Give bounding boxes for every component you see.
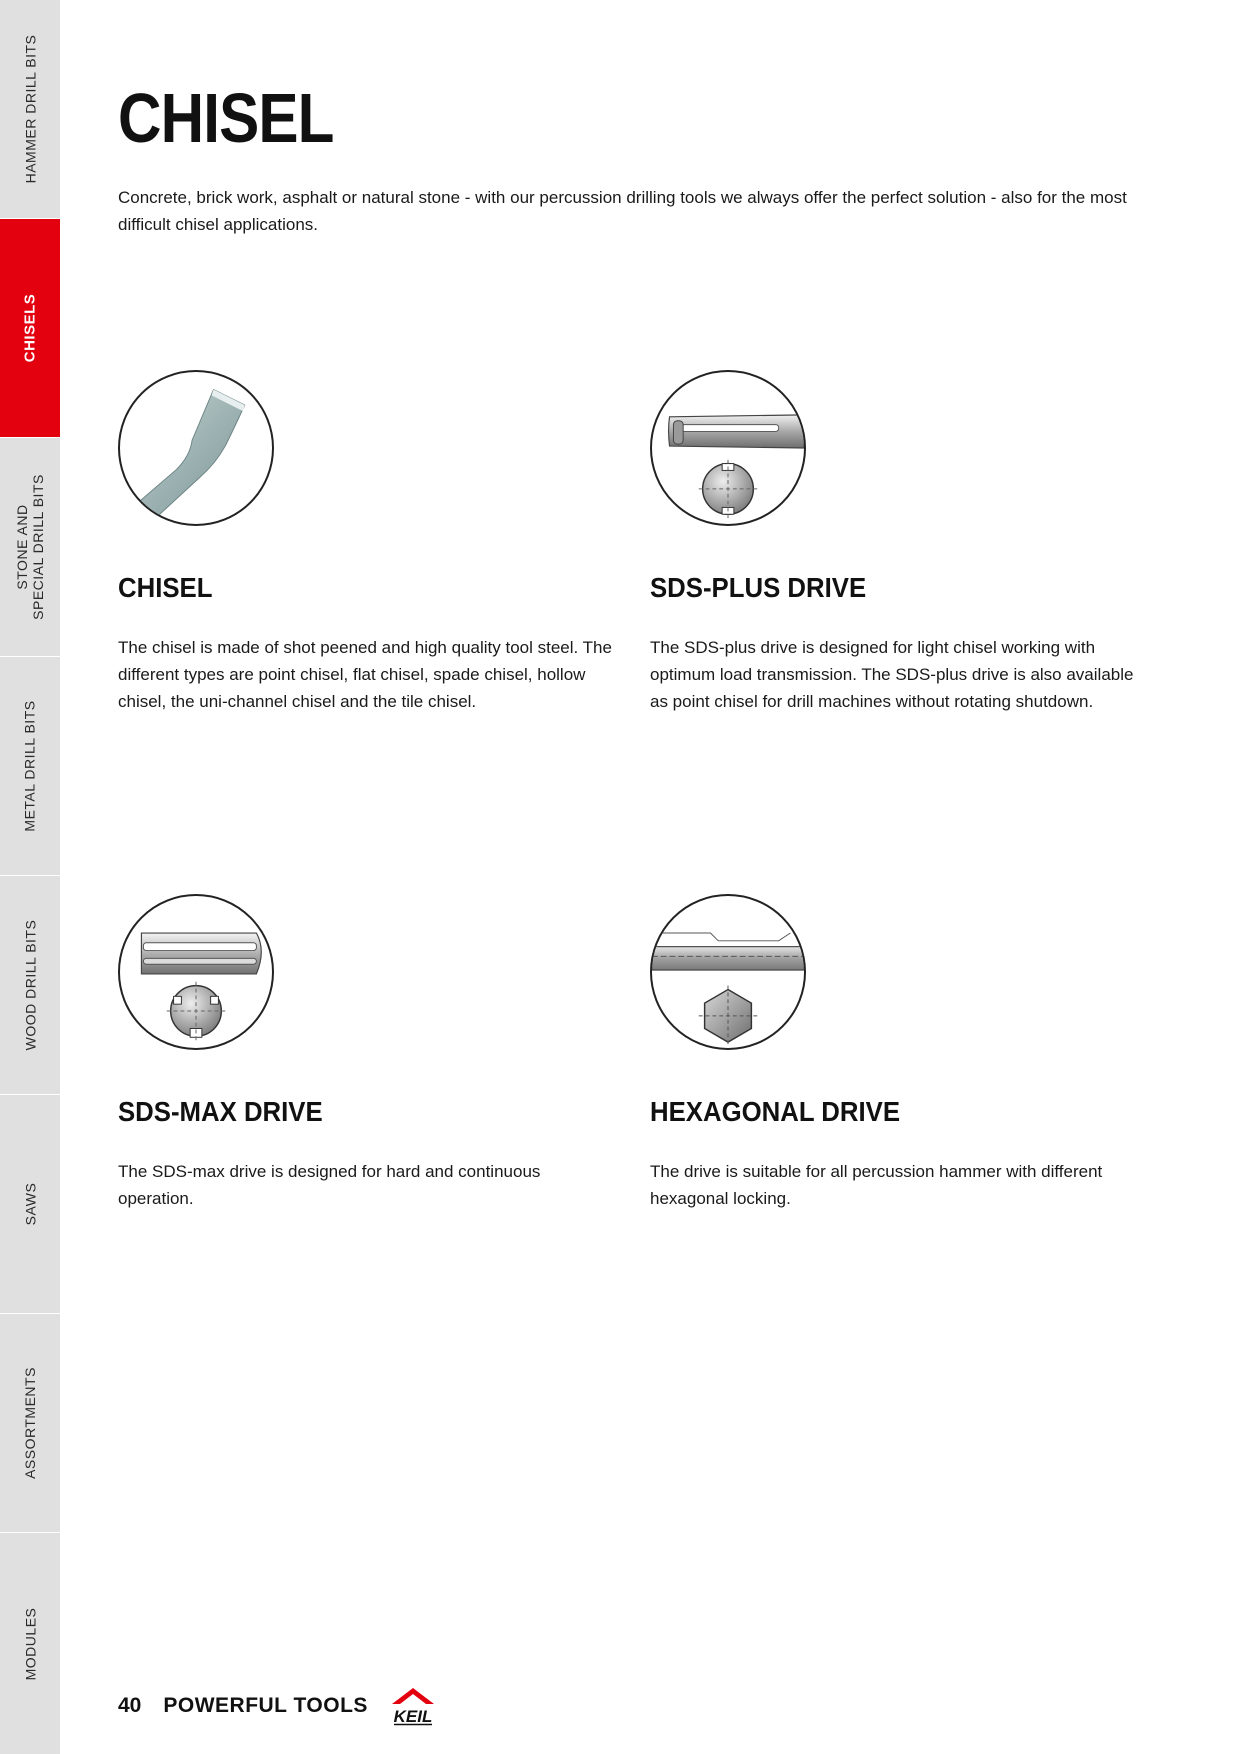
page-title: CHISEL: [118, 79, 334, 157]
card-chisel: [118, 370, 618, 715]
hexagonal-shank-icon: [650, 894, 806, 1050]
card-text: The chisel is made of shot peened and high quality tool steel. The different types are point chisel, flat chisel, spade chisel, hollow chisel, the uni-channel chisel and the tile chisel.: [118, 638, 612, 711]
card-sds-plus-drive: [650, 370, 1150, 715]
sds-plus-shank-icon: [650, 370, 806, 526]
sidebar-tab-modules[interactable]: [0, 1533, 60, 1754]
page-number: 40: [118, 1694, 142, 1717]
sidebar-tab-label: [14, 474, 46, 620]
card-heading: CHISEL: [118, 572, 213, 603]
card-heading: SDS-MAX DRIVE: [118, 1096, 323, 1127]
sidebar-tab-label-line2: SPECIAL DRILL BITS: [30, 474, 46, 620]
sidebar-tab-metal-drill-bits[interactable]: [0, 657, 60, 876]
footer-tagline: POWERFUL TOOLS: [163, 1694, 368, 1717]
sidebar-tab-label: CHISELS: [21, 293, 39, 363]
sidebar-tab-label: MODULES: [22, 1607, 39, 1680]
sidebar-tab-label: ASSORTMENTS: [22, 1367, 38, 1479]
sidebar-tab-label: HAMMER DRILL BITS: [22, 34, 38, 184]
sidebar-tab-saws[interactable]: [0, 1095, 60, 1314]
sidebar-tab-stone-and-special-drill-bits[interactable]: [0, 438, 60, 657]
card-sds-max-drive: [118, 894, 618, 1212]
card-heading: HEXAGONAL DRIVE: [650, 1096, 901, 1127]
sidebar-tab-label-line1: STONE AND: [14, 504, 30, 590]
page-footer: [118, 1686, 436, 1726]
category-sidebar: [0, 0, 60, 1754]
card-text: The drive is suitable for all percussion hammer with different hexagonal locking.: [650, 1162, 1103, 1208]
sds-max-shank-icon: [118, 894, 274, 1050]
card-hexagonal-drive: [650, 894, 1150, 1212]
card-text: The SDS-plus drive is designed for light chisel working with optimum load transmission. The SDS-plus drive is also available as point chisel for drill machines without rotating shutdown.: [650, 638, 1134, 711]
sidebar-tab-wood-drill-bits[interactable]: [0, 876, 60, 1095]
sidebar-tab-label: SAWS: [22, 1182, 38, 1226]
sidebar-tab-assortments[interactable]: [0, 1314, 60, 1533]
card-text: The SDS-max drive is designed for hard and continuous operation.: [118, 1162, 541, 1208]
keil-logo: [390, 1686, 436, 1726]
logo-text: KEIL: [393, 1707, 433, 1726]
flat-chisel-tip-icon: [118, 370, 274, 526]
page-intro: Concrete, brick work, asphalt or natural stone - with our percussion drilling tools we always offer the perfect solution - also for the most difficult chisel applications.: [118, 188, 1127, 234]
sidebar-tab-label: METAL DRILL BITS: [22, 700, 38, 832]
sidebar-tab-hammer-drill-bits[interactable]: [0, 0, 60, 219]
sidebar-tab-chisels[interactable]: [0, 219, 60, 438]
card-heading: SDS-PLUS DRIVE: [650, 572, 867, 603]
sidebar-tab-label: WOOD DRILL BITS: [22, 919, 39, 1051]
